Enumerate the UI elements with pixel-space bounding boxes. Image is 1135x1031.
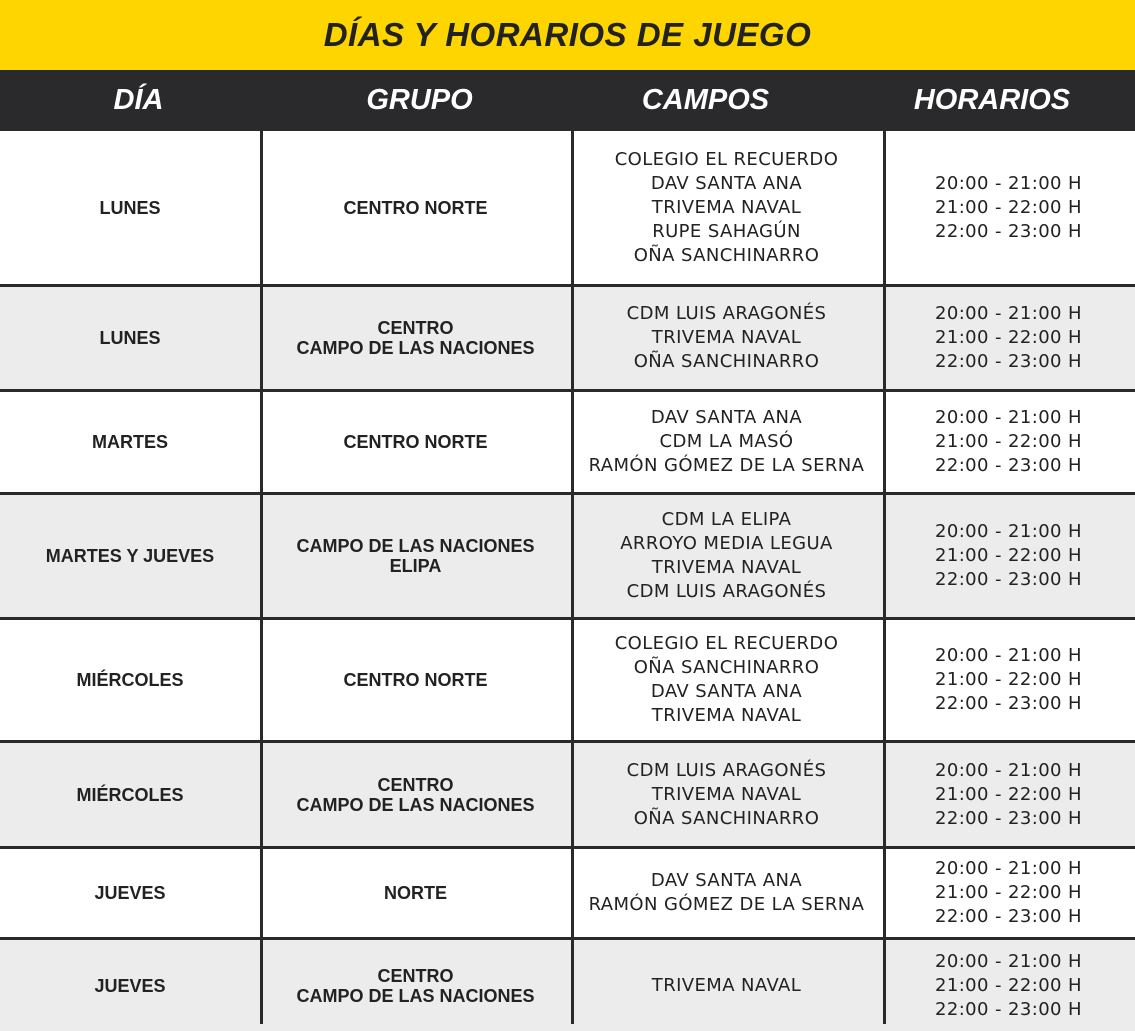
time-slot: 20:00 - 21:00 H [935, 759, 1082, 783]
field-name: OÑA SANCHINARRO [634, 350, 820, 374]
group-label: NORTE [384, 883, 447, 903]
group-label: CAMPO DE LAS NACIONES [296, 536, 534, 556]
time-slot: 21:00 - 22:00 H [935, 783, 1082, 807]
time-slot: 22:00 - 23:00 H [935, 454, 1082, 478]
day-cell [0, 849, 260, 937]
day-label: MARTES Y JUEVES [46, 546, 214, 566]
field-name: TRIVEMA NAVAL [652, 783, 801, 807]
time-slot: 21:00 - 22:00 H [935, 974, 1082, 998]
times-cell [882, 392, 1135, 492]
schedule-table [0, 131, 1135, 1031]
column-divider [260, 131, 263, 1024]
group-label: CAMPO DE LAS NACIONES [296, 986, 534, 1006]
group-cell [260, 743, 571, 846]
field-name: TRIVEMA NAVAL [652, 326, 801, 350]
time-slot: 22:00 - 23:00 H [935, 350, 1082, 374]
day-cell [0, 495, 260, 617]
column-header-day: DÍA [0, 70, 277, 131]
group-label: ELIPA [390, 556, 442, 576]
field-name: CDM LUIS ARAGONÉS [627, 580, 827, 604]
time-slot: 21:00 - 22:00 H [935, 668, 1082, 692]
time-slot: 20:00 - 21:00 H [935, 406, 1082, 430]
field-name: CDM LUIS ARAGONÉS [627, 302, 827, 326]
time-slot: 22:00 - 23:00 H [935, 998, 1082, 1022]
group-cell [260, 940, 571, 1031]
field-name: OÑA SANCHINARRO [634, 244, 820, 268]
page-title: DÍAS Y HORARIOS DE JUEGO [324, 16, 812, 54]
time-slot: 20:00 - 21:00 H [935, 302, 1082, 326]
time-slot: 22:00 - 23:00 H [935, 692, 1082, 716]
table-row [0, 131, 1135, 284]
column-divider [883, 131, 886, 1024]
field-name: TRIVEMA NAVAL [652, 704, 801, 728]
fields-cell [571, 287, 882, 389]
column-divider [571, 131, 574, 1024]
day-cell [0, 392, 260, 492]
field-name: CDM LUIS ARAGONÉS [627, 759, 827, 783]
times-cell [882, 940, 1135, 1031]
group-cell [260, 849, 571, 937]
times-cell [882, 743, 1135, 846]
fields-cell [571, 495, 882, 617]
group-label: CAMPO DE LAS NACIONES [296, 795, 534, 815]
table-header [0, 70, 1135, 131]
fields-cell [571, 131, 882, 284]
day-label: JUEVES [94, 883, 165, 903]
day-cell [0, 287, 260, 389]
times-cell [882, 131, 1135, 284]
time-slot: 20:00 - 21:00 H [935, 520, 1082, 544]
times-cell [882, 495, 1135, 617]
field-name: DAV SANTA ANA [651, 869, 802, 893]
time-slot: 21:00 - 22:00 H [935, 881, 1082, 905]
time-slot: 20:00 - 21:00 H [935, 172, 1082, 196]
field-name: OÑA SANCHINARRO [634, 807, 820, 831]
group-label: CENTRO [378, 966, 454, 986]
times-cell [882, 620, 1135, 740]
column-header-times: HORARIOS [849, 70, 1135, 131]
time-slot: 21:00 - 22:00 H [935, 430, 1082, 454]
group-cell [260, 392, 571, 492]
field-name: RAMÓN GÓMEZ DE LA SERNA [589, 454, 865, 478]
time-slot: 21:00 - 22:00 H [935, 196, 1082, 220]
fields-cell [571, 849, 882, 937]
day-cell [0, 940, 260, 1031]
table-row [0, 940, 1135, 1031]
field-name: CDM LA MASÓ [660, 430, 794, 454]
day-label: LUNES [99, 198, 160, 218]
group-label: CENTRO [378, 775, 454, 795]
time-slot: 20:00 - 21:00 H [935, 857, 1082, 881]
group-label: CENTRO NORTE [344, 198, 488, 218]
group-cell [260, 495, 571, 617]
field-name: COLEGIO EL RECUERDO [615, 632, 839, 656]
title-bar [0, 0, 1135, 70]
table-row [0, 743, 1135, 846]
group-label: CENTRO NORTE [344, 432, 488, 452]
fields-cell [571, 940, 882, 1031]
day-cell [0, 620, 260, 740]
group-cell [260, 131, 571, 284]
group-label: CENTRO [378, 318, 454, 338]
day-label: MIÉRCOLES [76, 670, 183, 690]
column-header-fields: CAMPOS [562, 70, 849, 131]
day-cell [0, 743, 260, 846]
column-header-group: GRUPO [277, 70, 562, 131]
day-label: JUEVES [94, 976, 165, 996]
group-label: CENTRO NORTE [344, 670, 488, 690]
day-label: MARTES [92, 432, 168, 452]
field-name: DAV SANTA ANA [651, 406, 802, 430]
table-row [0, 392, 1135, 492]
day-label: LUNES [99, 328, 160, 348]
table-row [0, 620, 1135, 740]
group-cell [260, 287, 571, 389]
field-name: RUPE SAHAGÚN [652, 220, 801, 244]
time-slot: 20:00 - 21:00 H [935, 950, 1082, 974]
table-row [0, 849, 1135, 937]
time-slot: 20:00 - 21:00 H [935, 644, 1082, 668]
field-name: DAV SANTA ANA [651, 172, 802, 196]
time-slot: 21:00 - 22:00 H [935, 326, 1082, 350]
times-cell [882, 287, 1135, 389]
field-name: ARROYO MEDIA LEGUA [620, 532, 833, 556]
fields-cell [571, 620, 882, 740]
field-name: COLEGIO EL RECUERDO [615, 148, 839, 172]
field-name: CDM LA ELIPA [662, 508, 792, 532]
field-name: TRIVEMA NAVAL [652, 974, 801, 998]
field-name: TRIVEMA NAVAL [652, 556, 801, 580]
time-slot: 22:00 - 23:00 H [935, 220, 1082, 244]
field-name: RAMÓN GÓMEZ DE LA SERNA [589, 893, 865, 917]
time-slot: 21:00 - 22:00 H [935, 544, 1082, 568]
time-slot: 22:00 - 23:00 H [935, 568, 1082, 592]
times-cell [882, 849, 1135, 937]
group-cell [260, 620, 571, 740]
day-cell [0, 131, 260, 284]
field-name: DAV SANTA ANA [651, 680, 802, 704]
group-label: CAMPO DE LAS NACIONES [296, 338, 534, 358]
fields-cell [571, 392, 882, 492]
table-row [0, 495, 1135, 617]
field-name: TRIVEMA NAVAL [652, 196, 801, 220]
fields-cell [571, 743, 882, 846]
field-name: OÑA SANCHINARRO [634, 656, 820, 680]
day-label: MIÉRCOLES [76, 785, 183, 805]
time-slot: 22:00 - 23:00 H [935, 807, 1082, 831]
table-row [0, 287, 1135, 389]
time-slot: 22:00 - 23:00 H [935, 905, 1082, 929]
